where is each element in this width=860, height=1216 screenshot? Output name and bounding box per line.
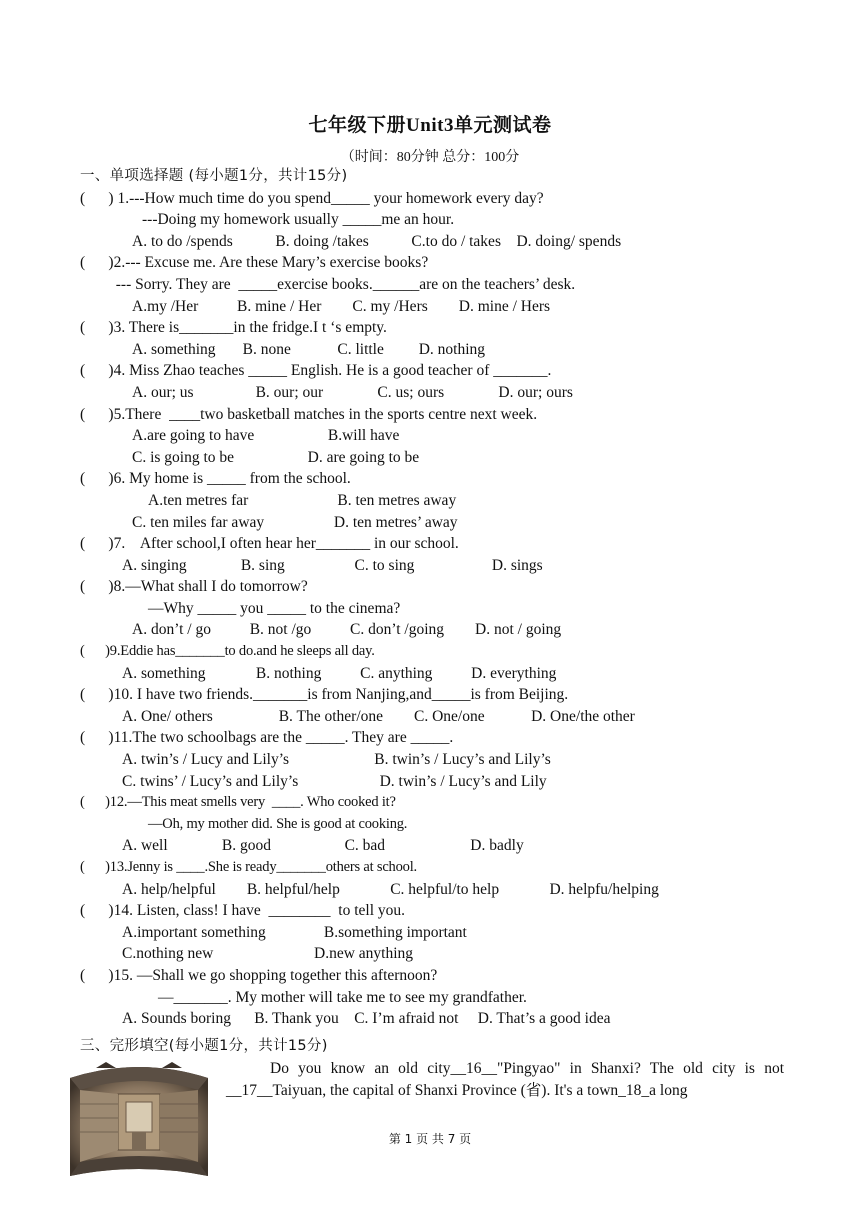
question-line: ( )7. After school,I often hear her_______ in our school. [80,535,459,553]
question-detail-line: A.important something B.something important [122,923,467,941]
question-detail-line: C. is going to be D. are going to be [132,448,420,466]
question-detail-line: A. something B. none C. little D. nothing [132,340,486,358]
pingyao-city-photo [66,1060,212,1180]
question-detail-line: A. our; us B. our; our C. us; ours D. our; ours [132,383,573,401]
page-number: 第 1 页 共 7 页 [388,1132,472,1146]
question-detail-line: —Oh, my mother did. She is good at cooking. [148,815,408,832]
question-detail-line: A.ten metres far B. ten metres away [148,491,457,509]
question-line: ( )11.The two schoolbags are the _____. They are _____. [80,729,454,747]
question-detail-line: A. One/ others B. The other/one C. One/one D. One/the other [122,707,635,725]
question-detail-line: --- Sorry. They are _____exercise books.______are on the teachers’ desk. [108,275,576,293]
page-title: 七年级下册Unit3单元测试卷 [308,115,552,136]
section-heading-multiple-choice: 一、单项选择题 (每小题1分，共计15分) [80,168,348,184]
cloze-passage [226,1058,784,1101]
question-line: ( )10. I have two friends._______is from Nanjing,and_____is from Beijing. [80,686,569,704]
question-detail-line: A. to do /spends B. doing /takes C.to do / takes D. doing/ spends [132,232,622,250]
question-line: ( ) 1.---How much time do you spend_____ your homework every day? [80,189,544,207]
question-detail-line: A. well B. good C. bad D. badly [122,837,524,855]
question-detail-line: —Why _____ you _____ to the cinema? [148,599,401,617]
section-heading-cloze: 三、完形填空(每小题1分，共计15分) [80,1038,328,1054]
question-line: ( )4. Miss Zhao teaches _____ English. He is a good teacher of _______. [80,362,552,380]
question-line: ( )5.There ____two basketball matches in the sports centre next week. [80,405,538,423]
question-list [80,166,785,1030]
question-line: ( )14. Listen, class! I have ________ to tell you. [80,902,406,920]
question-detail-line: A. singing B. sing C. to sing D. sings [122,556,543,574]
question-detail-line: A. something B. nothing C. anything D. everything [122,664,557,682]
question-detail-line: A.are going to have B.will have [132,427,400,445]
question-detail-line: C.nothing new D.new anything [122,945,414,963]
question-detail-line: —_______. My mother will take me to see my grandfather. [158,988,527,1006]
question-detail-line: A. help/helpful B. helpful/help C. helpful/to help D. helpfu/helping [122,880,659,898]
question-line: ( )8.—What shall I do tomorrow? [80,578,308,596]
question-detail-line: C. twins’ / Lucy’s and Lily’s D. twin’s / Lucy’s and Lily [122,772,547,790]
question-line: ( )15. —Shall we go shopping together this afternoon? [80,966,438,984]
question-line: ( )12.—This meat smells very ____. Who cooked it? [80,794,396,811]
question-detail-line: A. Sounds boring B. Thank you C. I’m afraid not D. That’s a good idea [122,1010,611,1028]
question-line: ( )9.Eddie has_______to do.and he sleeps all day. [80,643,375,660]
exam-info: （时间：80分钟 总分：100分 [340,150,520,165]
question-line: ( )6. My home is _____ from the school. [80,470,351,488]
cloze-paragraph: Do you know an old city__16__"Pingyao" in Shanxi? The old city is not __17__Taiyuan, the capital of Shanxi Province (省). It's a town_18_a long [226,1060,784,1099]
question-line: ( )2.--- Excuse me. Are these Mary’s exercise books? [80,254,429,272]
question-detail-line: A. don’t / go B. not /go C. don’t /going D. not / going [132,621,562,639]
question-detail-line: A. twin’s / Lucy and Lily’s B. twin’s / Lucy’s and Lily’s [122,751,551,769]
question-detail-line: ---Doing my homework usually _____me an hour. [142,211,455,229]
question-line: ( )13.Jenny is ____.She is ready_______others at school. [80,859,417,875]
question-detail-line: C. ten miles far away D. ten metres’ away [132,513,458,531]
question-line: ( )3. There is_______in the fridge.I t ‘s empty. [80,319,387,337]
question-detail-line: A.my /Her B. mine / Her C. my /Hers D. mine / Hers [132,297,551,315]
